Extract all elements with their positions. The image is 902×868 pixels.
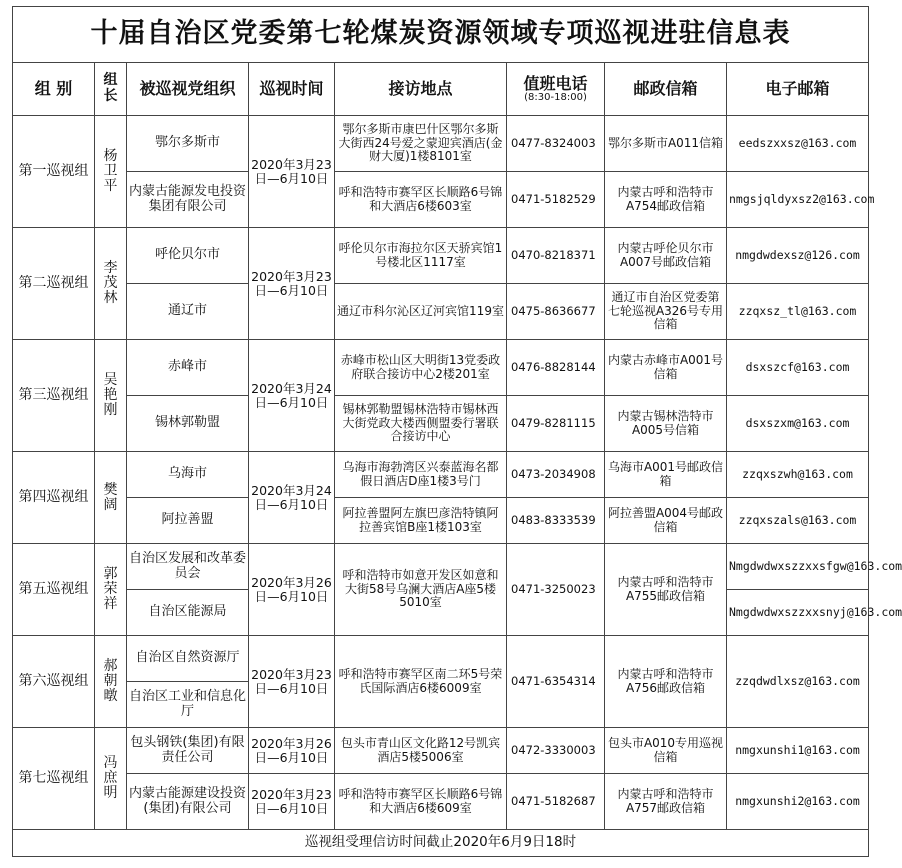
- mailbox-cell: 包头市A010专用巡视信箱: [605, 728, 727, 774]
- time-cell: 2020年3月26日—6月10日: [249, 544, 335, 636]
- address-cell: 呼和浩特市赛罕区长顺路6号锦和大酒店6楼603室: [335, 172, 507, 228]
- phone-cell: 0472-3330003: [507, 728, 605, 774]
- group-leader: 吴 艳 刚: [95, 340, 127, 452]
- group-name: 第七巡视组: [13, 728, 95, 830]
- phone-cell: 0471-3250023: [507, 544, 605, 636]
- group-leader: 冯 庶 明: [95, 728, 127, 830]
- header-phone: [507, 63, 605, 116]
- address-cell: 乌海市海勃湾区兴泰蓝海名都假日酒店D座1楼3号门: [335, 452, 507, 498]
- time-cell: 2020年3月23日—6月10日: [249, 636, 335, 728]
- org-cell: 自治区自然资源厅: [127, 636, 249, 682]
- mailbox-cell: 内蒙古呼和浩特市A755邮政信箱: [605, 544, 727, 636]
- org-cell: 自治区能源局: [127, 590, 249, 636]
- header-org: 被巡视党组织: [127, 63, 249, 116]
- phone-cell: 0476-8828144: [507, 340, 605, 396]
- header-row: [13, 63, 869, 116]
- time-cell: 2020年3月24日—6月10日: [249, 452, 335, 544]
- table-row: [13, 774, 869, 830]
- table-row: [13, 116, 869, 172]
- table-row: [13, 284, 869, 340]
- email-cell[interactable]: Nmgdwdwxszzxxsfgw@163.com: [727, 544, 869, 590]
- table-title: 十届自治区党委第七轮煤炭资源领域专项巡视进驻信息表: [13, 7, 869, 63]
- header-mailbox: 邮政信箱: [605, 63, 727, 116]
- org-cell: 乌海市: [127, 452, 249, 498]
- address-cell: 通辽市科尔沁区辽河宾馆119室: [335, 284, 507, 340]
- org-cell: 呼伦贝尔市: [127, 228, 249, 284]
- group-leader: 李 茂 林: [95, 228, 127, 340]
- header-email: 电子邮箱: [727, 63, 869, 116]
- mailbox-cell: 内蒙古呼和浩特市A754邮政信箱: [605, 172, 727, 228]
- inspection-info-table: [12, 6, 902, 857]
- mailbox-cell: 内蒙古锡林浩特市A005号信箱: [605, 396, 727, 452]
- address-cell: 锡林郭勒盟锡林浩特市锡林西大街党政大楼西侧盟委行署联合接访中心: [335, 396, 507, 452]
- footer-note: 巡视组受理信访时间截止2020年6月9日18时: [13, 830, 869, 857]
- org-cell: 锡林郭勒盟: [127, 396, 249, 452]
- phone-cell: 0473-2034908: [507, 452, 605, 498]
- email-cell[interactable]: zzqxszals@163.com: [727, 498, 869, 544]
- table-row: [13, 340, 869, 396]
- group-leader: 郝 朝 暾: [95, 636, 127, 728]
- email-cell[interactable]: nmgdwdexsz@126.com: [727, 228, 869, 284]
- email-cell[interactable]: dsxszxm@163.com: [727, 396, 869, 452]
- address-cell: 包头市青山区文化路12号凯宾酒店5楼5006室: [335, 728, 507, 774]
- phone-cell: 0475-8636677: [507, 284, 605, 340]
- table-row: [13, 172, 869, 228]
- address-cell: 呼和浩特市赛罕区南二环5号荣氏国际酒店6楼6009室: [335, 636, 507, 728]
- time-cell: 2020年3月26日—6月10日: [249, 728, 335, 774]
- mailbox-cell: 乌海市A001号邮政信箱: [605, 452, 727, 498]
- time-cell: 2020年3月23日—6月10日: [249, 116, 335, 228]
- group-name: 第四巡视组: [13, 452, 95, 544]
- address-cell: 呼和浩特市赛罕区长顺路6号锦和大酒店6楼609室: [335, 774, 507, 830]
- mailbox-cell: 阿拉善盟A004号邮政信箱: [605, 498, 727, 544]
- email-cell[interactable]: nmgxunshi2@163.com: [727, 774, 869, 830]
- header-leader: 组长: [95, 63, 127, 116]
- org-cell: 自治区工业和信息化厅: [127, 682, 249, 728]
- address-cell: 呼伦贝尔市海拉尔区天骄宾馆1号楼北区1117室: [335, 228, 507, 284]
- address-cell: 赤峰市松山区大明街13党委政府联合接访中心2楼201室: [335, 340, 507, 396]
- email-cell[interactable]: eedszxxsz@163.com: [727, 116, 869, 172]
- org-cell: 阿拉善盟: [127, 498, 249, 544]
- group-leader: 樊 阔: [95, 452, 127, 544]
- phone-cell: 0470-8218371: [507, 228, 605, 284]
- table-row: [13, 498, 869, 544]
- org-cell: 鄂尔多斯市: [127, 116, 249, 172]
- org-cell: 通辽市: [127, 284, 249, 340]
- group-name: 第六巡视组: [13, 636, 95, 728]
- phone-cell: 0477-8324003: [507, 116, 605, 172]
- group-name: 第二巡视组: [13, 228, 95, 340]
- phone-cell: 0483-8333539: [507, 498, 605, 544]
- org-cell: 包头钢铁(集团)有限责任公司: [127, 728, 249, 774]
- email-cell[interactable]: zzqdwdlxsz@163.com: [727, 636, 869, 728]
- group-leader: 郭 荣 祥: [95, 544, 127, 636]
- mailbox-cell: 鄂尔多斯市A011信箱: [605, 116, 727, 172]
- header-time: 巡视时间: [249, 63, 335, 116]
- header-phone-hours: (8:30-18:00): [524, 92, 587, 104]
- mailbox-cell: 内蒙古呼和浩特市A757邮政信箱: [605, 774, 727, 830]
- phone-cell: 0471-6354314: [507, 636, 605, 728]
- email-cell[interactable]: nmgxunshi1@163.com: [727, 728, 869, 774]
- table-row: [13, 396, 869, 452]
- org-cell: 自治区发展和改革委员会: [127, 544, 249, 590]
- time-cell: 2020年3月23日—6月10日: [249, 774, 335, 830]
- org-cell: 内蒙古能源建设投资(集团)有限公司: [127, 774, 249, 830]
- org-cell: 内蒙古能源发电投资集团有限公司: [127, 172, 249, 228]
- header-group: 组 别: [13, 63, 95, 116]
- phone-cell: 0471-5182529: [507, 172, 605, 228]
- phone-cell: 0479-8281115: [507, 396, 605, 452]
- phone-cell: 0471-5182687: [507, 774, 605, 830]
- address-cell: 阿拉善盟阿左旗巴彦浩特镇阿拉善宾馆B座1楼103室: [335, 498, 507, 544]
- group-leader: 杨 卫 平: [95, 116, 127, 228]
- time-cell: 2020年3月23日—6月10日: [249, 228, 335, 340]
- org-cell: 赤峰市: [127, 340, 249, 396]
- table-row: [13, 728, 869, 774]
- group-name: 第五巡视组: [13, 544, 95, 636]
- group-name: 第三巡视组: [13, 340, 95, 452]
- mailbox-cell: 内蒙古呼伦贝尔市A007号邮政信箱: [605, 228, 727, 284]
- mailbox-cell: 通辽市自治区党委第七轮巡视A326号专用信箱: [605, 284, 727, 340]
- email-cell[interactable]: Nmgdwdwxszzxxsnyj@163.com: [727, 590, 869, 636]
- email-cell[interactable]: zzqxsz_tl@163.com: [727, 284, 869, 340]
- header-phone-label: 值班电话: [523, 73, 588, 93]
- mailbox-cell: 内蒙古呼和浩特市A756邮政信箱: [605, 636, 727, 728]
- email-cell[interactable]: zzqxszwh@163.com: [727, 452, 869, 498]
- email-cell[interactable]: dsxszcf@163.com: [727, 340, 869, 396]
- address-cell: 鄂尔多斯市康巴什区鄂尔多斯大街西24号爱之蒙迎宾酒店(金财大厦)1楼8101室: [335, 116, 507, 172]
- email-cell[interactable]: nmgsjqldyxsz2@163.com: [727, 172, 869, 228]
- mailbox-cell: 内蒙古赤峰市A001号信箱: [605, 340, 727, 396]
- time-cell: 2020年3月24日—6月10日: [249, 340, 335, 452]
- group-name: 第一巡视组: [13, 116, 95, 228]
- table-row: [13, 636, 869, 682]
- table-row: [13, 452, 869, 498]
- header-address: 接访地点: [335, 63, 507, 116]
- table-row: [13, 228, 869, 284]
- table-row: [13, 544, 869, 590]
- address-cell: 呼和浩特市如意开发区如意和大街58号乌澜大酒店A座5楼5010室: [335, 544, 507, 636]
